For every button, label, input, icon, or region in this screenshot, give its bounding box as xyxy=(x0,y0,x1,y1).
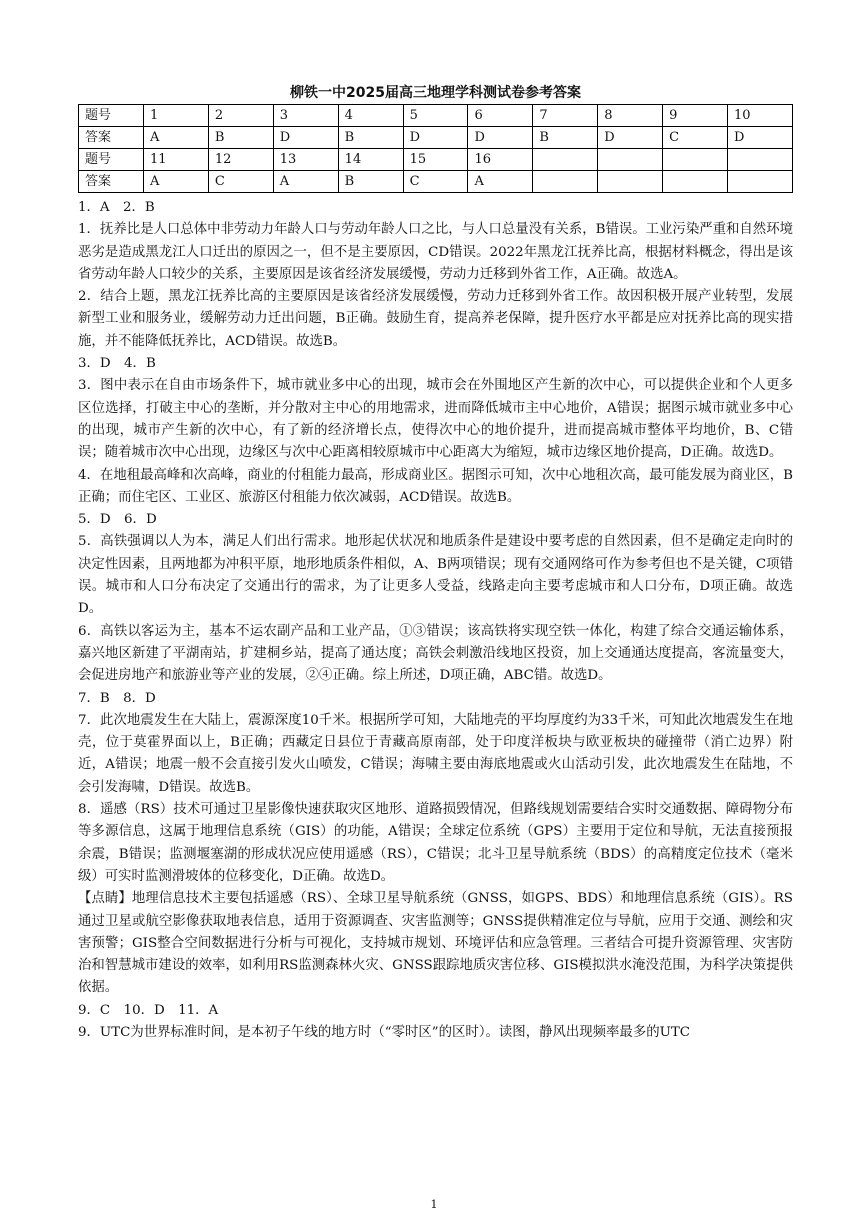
table-cell: B xyxy=(338,171,403,193)
table-cell: 15 xyxy=(403,149,468,171)
table-cell: 2 xyxy=(208,105,273,127)
paragraph: 9．C 10．D 11．A xyxy=(78,1002,219,1018)
table-cell: A xyxy=(144,127,209,149)
paragraph: 2．结合上题，黑龙江抚养比高的主要原因是该省经济发展缓慢，劳动力迁移到外省工作。故因积极开展产业转型，发展新型工业和服务业，缓解劳动力迁出问题，B正确。鼓励生育，提高养老保障，提升医疗水平都是应对抚养比高的现实措施，并不能降低抚养比，ACD错误。故选B。 xyxy=(78,289,793,349)
table-cell xyxy=(533,149,598,171)
paragraph: 9．UTC为世界标准时间，是本初子午线的地方时（“零时区”的区时）。读图，静风出现频率最多的UTC xyxy=(78,1024,691,1040)
table-cell: 5 xyxy=(403,105,468,127)
table-cell: D xyxy=(598,127,663,149)
table-cell: 8 xyxy=(598,105,663,127)
table-cell: 6 xyxy=(468,105,533,127)
table-cell xyxy=(663,149,728,171)
paragraph: 7．B 8．D xyxy=(78,690,156,706)
table-cell: 14 xyxy=(338,149,403,171)
paragraph: 4．在地租最高峰和次高峰，商业的付租能力最高，形成商业区。据图示可知，次中心地租次高，最可能发展为商业区，B正确；而住宅区、工业区、旅游区付租能力依次减弱，ACD错误。故选B。 xyxy=(78,467,793,505)
table-cell: A xyxy=(468,171,533,193)
answer-table xyxy=(78,104,793,193)
table-cell: A xyxy=(273,171,338,193)
table-row xyxy=(79,149,793,171)
row-label: 答案 xyxy=(79,171,144,193)
table-cell: C xyxy=(208,171,273,193)
table-cell: B xyxy=(533,127,598,149)
table-cell: D xyxy=(468,127,533,149)
table-cell: 13 xyxy=(273,149,338,171)
paragraph: 8．遥感（RS）技术可通过卫星影像快速获取灾区地形、道路损毁情况，但路线规划需要结合实时交通数据、障碍物分布等多源信息，这属于地理信息系统（GIS）的功能，A错误；全球定位系统（GPS）主要用于定位和导航，无法直接预报余震，B错误；监测堰塞湖的形成状况应使用遥感（RS），C错误；北斗卫星导航系统（BDS）的高精度定位技术（毫米级）可实时监测滑坡体的位移变化，D正确。故选D。 xyxy=(78,802,793,884)
paragraph: 【点睛】地理信息技术主要包括遥感（RS）、全球卫星导航系统（GNSS，如GPS、BDS）和地理信息系统（GIS）。RS通过卫星或航空影像获取地表信息，适用于资源调查、灾害监测等；GNSS提供精准定位与导航，应用于交通、测绘和灾害预警；GIS整合空间数据进行分析与可视化，支持城市规划、环境评估和应急管理。三者结合可提升资源管理、灾害防治和智慧城市建设的效率，如利用RS监测森林火灾、GNSS跟踪地质灾害位移、GIS模拟洪水淹没范围，为科学决策提供依据。 xyxy=(78,891,793,996)
table-row xyxy=(79,171,793,193)
page-title: 柳铁一中2025届高三地理学科测试卷参考答案 xyxy=(290,85,581,101)
table-cell xyxy=(728,171,793,193)
paragraph: 5．D 6．D xyxy=(78,512,157,528)
row-label: 题号 xyxy=(79,149,144,171)
paragraph: 6．高铁以客运为主，基本不运农副产品和工业产品，①③错误；该高铁将实现空铁一体化，构建了综合交通运输体系，嘉兴地区新建了平湖南站，扩建桐乡站，提高了通达度；高铁会刺激沿线地区投资，加上交通通达度提高，客流量变大，会促进房地产和旅游业等产业的发展，②④正确。综上所述，D项正确，ABC错。故选D。 xyxy=(78,623,793,684)
table-cell: 7 xyxy=(533,105,598,127)
answer-sheet xyxy=(78,82,793,1044)
table-cell: C xyxy=(403,171,468,193)
table-cell: 9 xyxy=(663,105,728,127)
row-label: 答案 xyxy=(79,127,144,149)
table-cell xyxy=(728,149,793,171)
explanations xyxy=(78,197,793,1044)
table-cell: 12 xyxy=(208,149,273,171)
table-cell xyxy=(598,171,663,193)
table-cell: 11 xyxy=(144,149,209,171)
table-cell: D xyxy=(403,127,468,149)
paragraph: 3．D 4．B xyxy=(78,356,156,372)
table-row xyxy=(79,127,793,149)
paragraph: 1．抚养比是人口总体中非劳动力年龄人口与劳动年龄人口之比，与人口总量没有关系，B错误。工业污染严重和自然环境恶劣是造成黑龙江人口迁出的原因之一，但不是主要原因，CD错误。2022年黑龙江抚养比高，根据材料概念，得出是该省劳动年龄人口较少的关系，主要原因是该省经济发展缓慢，劳动力迁移到外省工作，A正确。故选A。 xyxy=(78,222,793,282)
table-cell: 3 xyxy=(273,105,338,127)
paragraph: 1．A 2．B xyxy=(78,200,155,215)
table-cell: B xyxy=(208,127,273,149)
table-cell xyxy=(663,171,728,193)
table-cell: 10 xyxy=(728,105,793,127)
paragraph: 5．高铁强调以人为本，满足人们出行需求。地形起伏状况和地质条件是建设中要考虑的自然因素，但不是确定走向时的决定性因素，且两地都为冲积平原，地形地质条件相似，A、B两项错误；现有交通网络可作为参考但也不是关键，C项错误。城市和人口分布决定了交通出行的需求，为了让更多人受益，线路走向主要考虑城市和人口分布，D项正确。故选D。 xyxy=(78,534,793,617)
paragraph: 7．此次地震发生在大陆上，震源深度10千米。根据所学可知，大陆地壳的平均厚度约为33千米，可知此次地震发生在地壳，位于莫霍界面以上，B正确；西藏定日县位于青藏高原南部，处于印度洋板块与欧亚板块的碰撞带（消亡边界）附近，A错误；地震一般不会直接引发火山喷发，C错误；海啸主要由海底地震或火山活动引发，此次地震发生在陆地，不会引发海啸，D错误。故选B。 xyxy=(78,712,793,795)
table-row xyxy=(79,105,793,127)
table-cell: A xyxy=(144,171,209,193)
table-cell: C xyxy=(663,127,728,149)
row-label: 题号 xyxy=(79,105,144,127)
table-cell: 16 xyxy=(468,149,533,171)
table-cell: B xyxy=(338,127,403,149)
table-cell xyxy=(598,149,663,171)
paragraph: 3．图中表示在自由市场条件下，城市就业多中心的出现，城市会在外围地区产生新的次中心，可以提供企业和个人更多区位选择，打破主中心的垄断，并分散对主中心的用地需求，进而降低城市主中心地价，A错误；据图示城市就业多中心的出现，城市产生新的次中心，有了新的经济增长点，使得次中心的地价提升，进而提高城市整体平均地价，B、C错误；随着城市次中心出现，边缘区与次中心距离相较原城市中心距离大为缩短，城市边缘区地价提高，D正确。故选D。 xyxy=(78,378,793,461)
table-cell: 1 xyxy=(144,105,209,127)
table-cell xyxy=(533,171,598,193)
table-cell: 4 xyxy=(338,105,403,127)
table-cell: D xyxy=(273,127,338,149)
page-number: 1 xyxy=(430,1198,438,1211)
table-cell: D xyxy=(728,127,793,149)
